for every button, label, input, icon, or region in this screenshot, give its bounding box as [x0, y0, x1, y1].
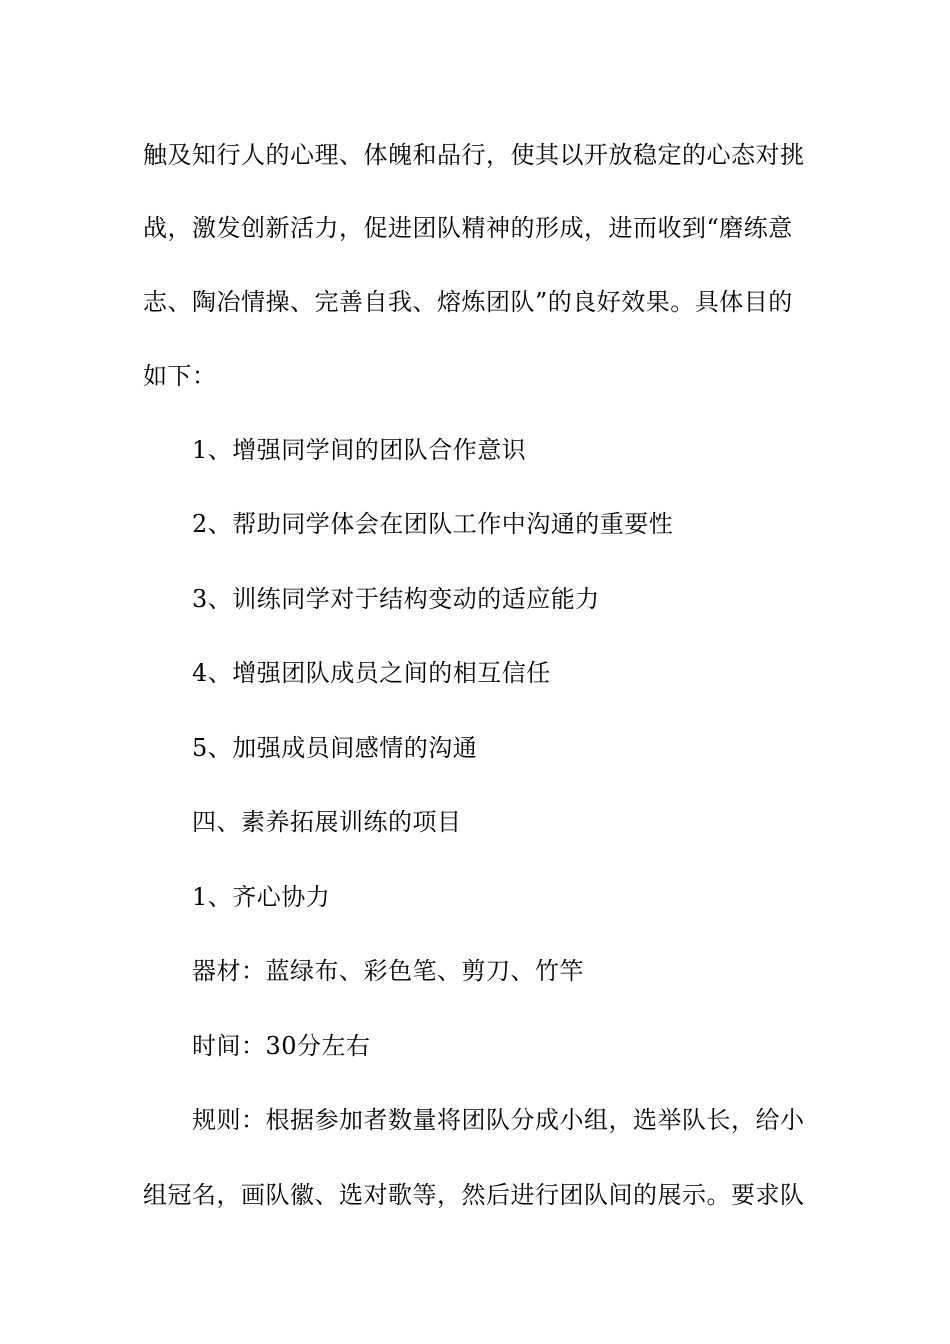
- intro-line-1: 触及知行人的心理、体魄和品行，使其以开放稳定的心态对挑: [143, 141, 805, 169]
- intro-line-3: 志、陶冶情操、完善自我、熔炼团队”的良好效果。具体目的: [143, 288, 793, 316]
- goal-item: 2、帮助同学体会在团队工作中沟通的重要性: [192, 510, 674, 538]
- duration-line: 时间：30分左右: [192, 1032, 371, 1060]
- goal-item: 1、增强同学间的团队合作意识: [192, 436, 527, 464]
- item-title: 1、齐心协力: [192, 883, 331, 911]
- rules-line-2: 组冠名，画队徽、选对歌等，然后进行团队间的展示。要求队: [143, 1181, 805, 1209]
- rules-line-1: 规则：根据参加者数量将团队分成小组，选举队长，给小: [192, 1106, 805, 1134]
- goal-item: 4、增强团队成员之间的相互信任: [192, 659, 551, 687]
- intro-line-2: 战，激发创新活力，促进团队精神的形成，进而收到“磨练意: [143, 214, 793, 242]
- equipment-line: 器材：蓝绿布、彩色笔、剪刀、竹竿: [192, 957, 584, 985]
- section-heading: 四、素养拓展训练的项目: [192, 808, 462, 836]
- goal-item: 5、加强成员间感情的沟通: [192, 734, 478, 762]
- intro-line-4: 如下：: [143, 362, 217, 390]
- goal-item: 3、训练同学对于结构变动的适应能力: [192, 585, 600, 613]
